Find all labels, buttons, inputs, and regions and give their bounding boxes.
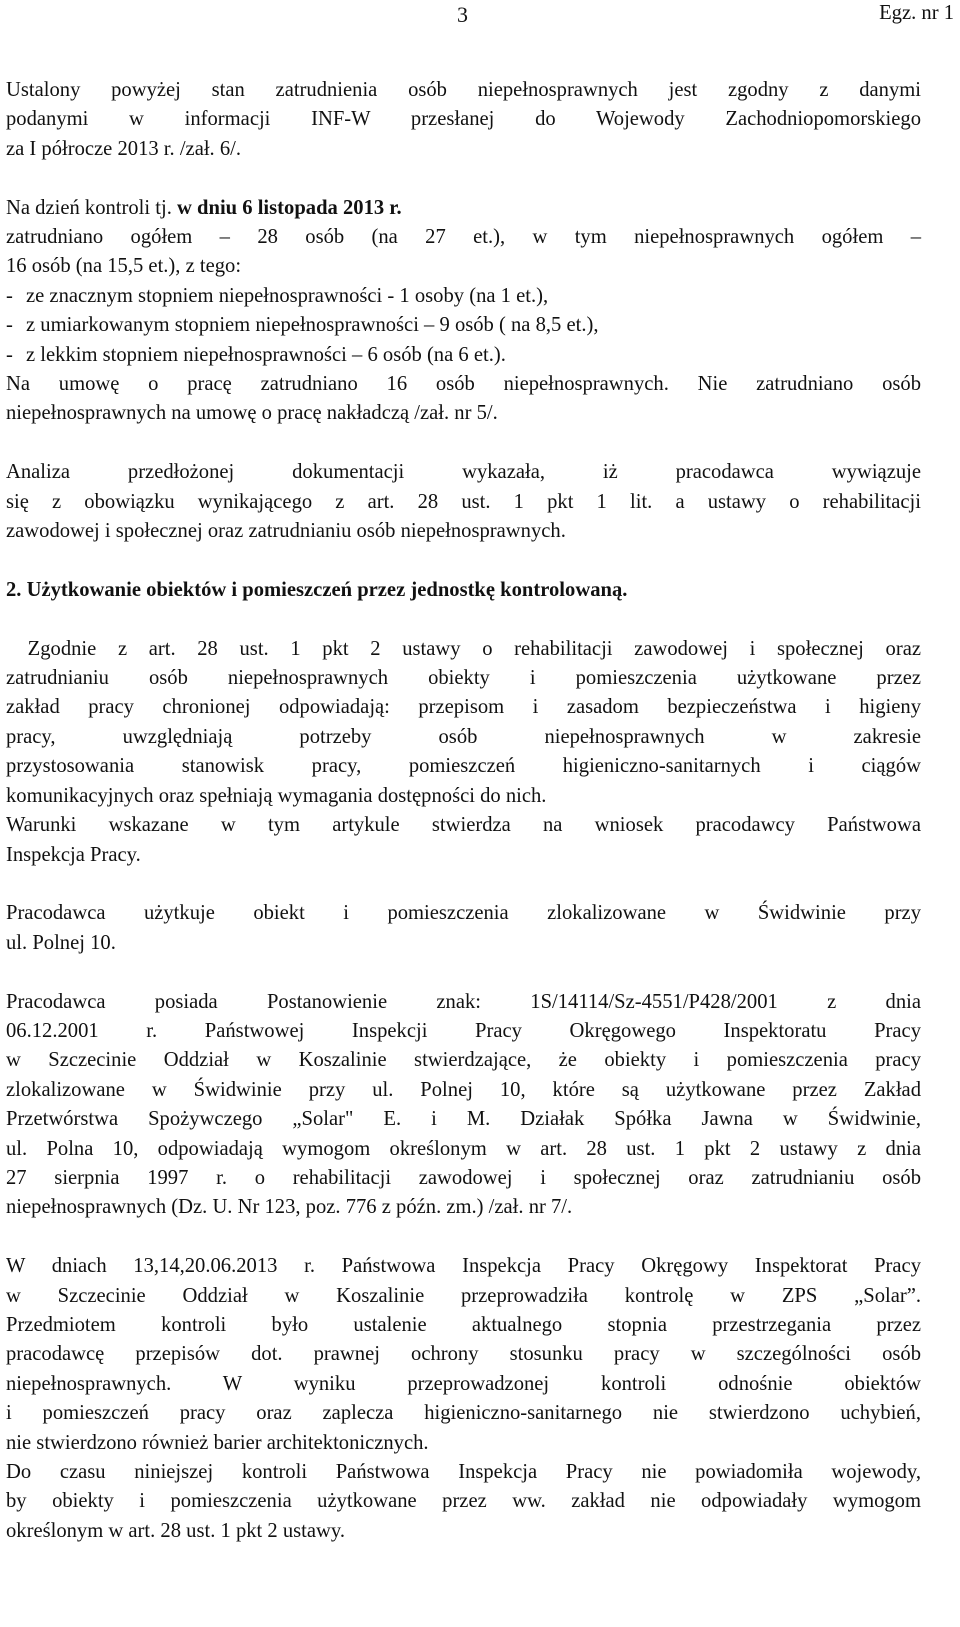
text-line: zawodowej i społecznej oraz zatrudnianiu osób niepełnosprawnych. (6, 520, 566, 543)
paragraph-employment-status (6, 76, 921, 164)
text-line: się z obowiązku wynikającego z art. 28 ust. 1 pkt 1 lit. a ustawy o rehabilitacji (6, 490, 921, 513)
text-line: i pomieszczeń pracy oraz zaplecza higieniczno-sanitarnego nie stwierdzono uchybień, (6, 1402, 921, 1425)
text-line: Przedmiotem kontroli było ustalenie aktualnego stopnia przestrzegania przez (6, 1313, 921, 1336)
list-item-text: z lekkim stopniem niepełnosprawności – 6 osób (na 6 et.). (26, 343, 506, 366)
list-item-text: ze znacznym stopniem niepełnosprawności - 1 osoby (na 1 et.), (26, 284, 549, 307)
text-line: 27 sierpnia 1997 r. o rehabilitacji zawodowej i społecznej oraz zatrudnianiu osób (6, 1166, 921, 1189)
text-line: Do czasu niniejszej kontroli Państwowa Inspekcja Pracy nie powiadomiła wojewody, (6, 1460, 921, 1483)
page-number: 3 (457, 2, 468, 27)
text-line: zlokalizowane w Świdwinie przy ul. Polnej 10, które są użytkowane przez Zakład (6, 1078, 921, 1101)
text-line: ul. Polna 10, odpowiadają wymogom określonym w art. 28 ust. 1 pkt 2 ustawy z dnia (6, 1137, 921, 1160)
text-line: zatrudniano ogółem – 28 osób (na 27 et.), w tym niepełnosprawnych ogółem – (6, 226, 921, 249)
text-line: w Szczecinie Oddział w Koszalinie stwierdzające, że obiekty i pomieszczenia pracy (6, 1049, 921, 1072)
text-line: nie stwierdzono również barier architektonicznych. (6, 1431, 429, 1454)
text-line: określonym w art. 28 ust. 1 pkt 2 ustawy. (6, 1519, 346, 1542)
inspection-date: w dniu 6 listopada 2013 r. (177, 196, 402, 219)
text-line: Analiza przedłożonej dokumentacji wykazała, iż pracodawca wywiązuje (6, 461, 921, 484)
text-line: Przetwórstwa Spożywczego „Solar" E. i M. Działak Spółka Jawna w Świdwinie, (6, 1108, 921, 1131)
text-line: niepełnosprawnych na umowę o pracę nakładczą /zał. nr 5/. (6, 402, 498, 425)
text-line: przystosowania stanowisk pracy, pomieszczeń higieniczno-sanitarnych i ciągów (6, 755, 921, 778)
text-line: niepełnosprawnych (Dz. U. Nr 123, poz. 776 z późn. zm.) /zał. nr 7/. (6, 1196, 573, 1219)
text-line: 16 osób (na 15,5 et.), z tego: (6, 255, 242, 278)
text-line (6, 194, 921, 223)
paragraph-article-28 (6, 635, 921, 870)
paragraph-premises (6, 899, 921, 958)
text-line: Zgodnie z art. 28 ust. 1 pkt 2 ustawy o rehabilitacji zawodowej i społecznej oraz (6, 637, 921, 660)
copy-label: Egz. nr 1 (879, 2, 954, 24)
paragraph-decision (6, 988, 921, 1223)
text-line: Warunki wskazane w tym artykule stwierdza na wniosek pracodawcy Państwowa (6, 814, 921, 837)
text-line: by obiekty i pomieszczenia użytkowane przez ww. zakład nie odpowiadały wymogom (6, 1490, 921, 1513)
text-line: pracodawcę przepisów dot. prawnej ochrony stosunku pracy w szczególności osób (6, 1343, 921, 1366)
text-line: Pracodawca użytkuje obiekt i pomieszczenia zlokalizowane w Świdwinie przy (6, 902, 921, 925)
document-body (6, 76, 921, 1546)
list-item-text: z umiarkowanym stopniem niepełnosprawności – 9 osób ( na 8,5 et.), (26, 314, 599, 337)
text-line: pracy, uwzględniają potrzeby osób niepełnosprawnych w zakresie (6, 725, 921, 748)
list-item: - ze znacznym stopniem niepełnosprawności - 1 osoby (na 1 et.), (6, 282, 921, 311)
text-line: w Szczecinie Oddział w Koszalinie przeprowadziła kontrolę w ZPS „Solar”. (6, 1284, 921, 1307)
text-line: niepełnosprawnych. W wyniku przeprowadzonej kontroli odnośnie obiektów (6, 1372, 921, 1395)
text-line: Pracodawca posiada Postanowienie znak: 1S/14114/Sz-4551/P428/2001 z dnia (6, 990, 921, 1013)
paragraph-pip-inspection (6, 1252, 921, 1546)
text-line: Na umowę o pracę zatrudniano 16 osób niepełnosprawnych. Nie zatrudniano osób (6, 373, 921, 396)
text-line: Ustalony powyżej stan zatrudnienia osób niepełnosprawnych jest zgodny z danymi (6, 79, 921, 101)
text-line: zatrudnianiu osób niepełnosprawnych obiekty i pomieszczenia użytkowane przez (6, 667, 921, 690)
paragraph-analysis (6, 458, 921, 546)
list-item: - z umiarkowanym stopniem niepełnosprawności – 9 osób ( na 8,5 et.), (6, 311, 921, 340)
text-line: ul. Polnej 10. (6, 931, 116, 954)
text-line: W dniach 13,14,20.06.2013 r. Państwowa Inspekcja Pracy Okręgowy Inspektorat Pracy (6, 1255, 921, 1278)
section-heading: 2. Użytkowanie obiektów i pomieszczeń przez jednostkę kontrolowaną. (6, 578, 628, 601)
text-line: Inspekcja Pracy. (6, 843, 141, 866)
text-line: zakład pracy chronionej odpowiadają: przepisom i zasadom bezpieczeństwa i higieny (6, 696, 921, 719)
list-item: - z lekkim stopniem niepełnosprawności – 6 osób (na 6 et.). (6, 341, 921, 370)
text-line: za I półrocze 2013 r. /zał. 6/. (6, 137, 242, 160)
text-line: 06.12.2001 r. Państwowej Inspekcji Pracy Okręgowego Inspektoratu Pracy (6, 1019, 921, 1042)
text-line: komunikacyjnych oraz spełniają wymagania dostępności do nich. (6, 784, 547, 807)
text-line: podanymi w informacji INF-W przesłanej do Wojewody Zachodniopomorskiego (6, 108, 921, 131)
intro-text: Na dzień kontroli tj. (6, 196, 178, 219)
paragraph-inspection-day (6, 194, 921, 429)
